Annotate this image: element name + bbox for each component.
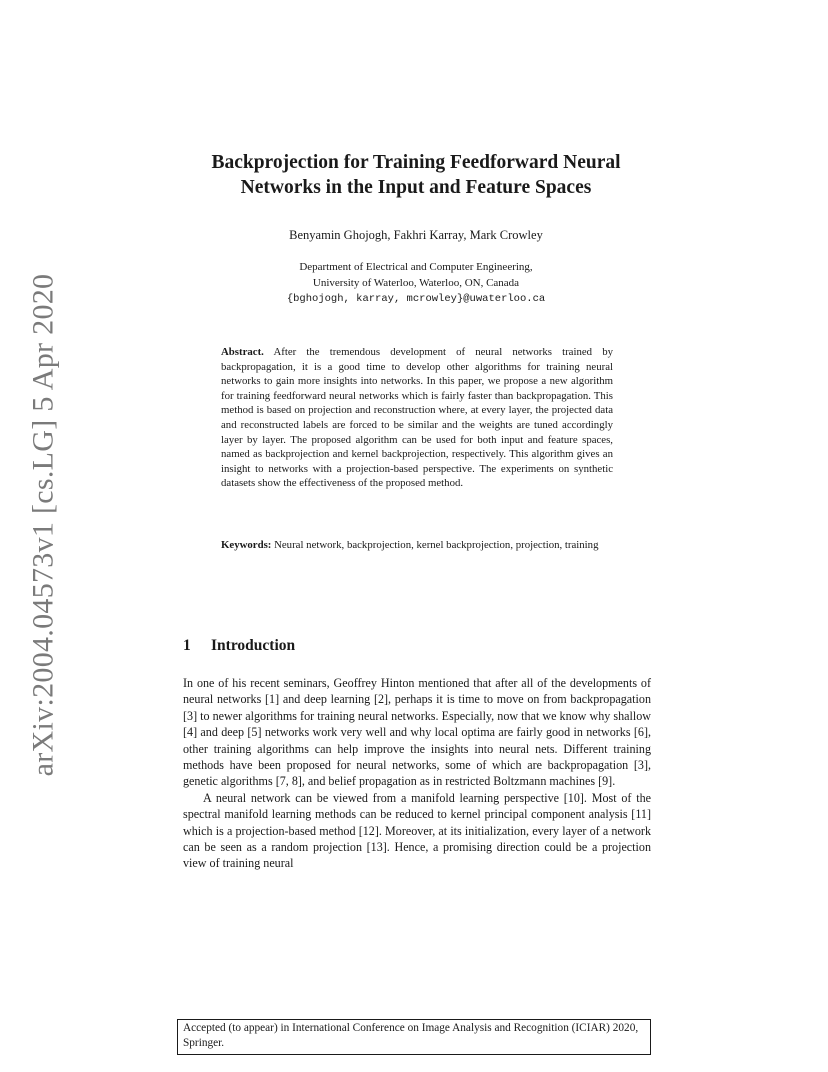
abstract-text: After the tremendous development of neural networks trained by backpropagation, it is a good time to develop other algorithms for training neural networks to gain more insights into networks. In this paper, we propose a new algorithm for training feedforward neural networks which is fairly faster than backpropagation. This method is based on projection and reconstruction where, at every layer, the projected data and reconstructed labels are forced to be similar and the weights are tuned accordingly layer by layer. The proposed algorithm can be used for both input and feature spaces, named as backprojection and kernel backprojection, respectively. This algorithm gives an insight to networks with a projection-based perspective. The experiments on synthetic datasets show the effectiveness of the proposed method. <box>221 346 613 490</box>
abstract-label: Abstract. <box>221 346 264 358</box>
affiliation-university: University of Waterloo, Waterloo, ON, Canada <box>312 277 520 289</box>
acceptance-note-box: Accepted (to appear) in International Conference on Image Analysis and Recognition (ICIAR) 2020, Springer. <box>177 1019 651 1055</box>
author-emails: {bghojogh, karray, mcrowley}@uwaterloo.ca <box>286 293 546 305</box>
keywords-text: Neural network, backprojection, kernel backprojection, projection, training <box>274 539 599 551</box>
title-line-2: Networks in the Input and Feature Spaces <box>240 177 592 198</box>
section-heading-introduction <box>183 637 295 655</box>
arxiv-stamp-text: arXiv:2004.04573v1 [cs.LG] 5 Apr 2020 <box>26 273 60 777</box>
body-text <box>183 675 651 872</box>
arxiv-identifier-stamp <box>18 273 68 777</box>
keywords-block <box>221 538 613 553</box>
title-line-1: Backprojection for Training Feedforward Neural <box>211 152 621 173</box>
affiliation-block <box>140 259 692 307</box>
section-title: Introduction <box>211 637 296 654</box>
author-list: Benyamin Ghojogh, Fakhri Karray, Mark Crowley <box>289 228 543 242</box>
keywords-label: Keywords: <box>221 539 272 551</box>
affiliation-department: Department of Electrical and Computer Engineering, <box>299 261 533 273</box>
paper-title <box>140 150 692 200</box>
body-paragraph-2: A neural network can be viewed from a manifold learning perspective [10]. Most of the spectral manifold learning methods can be reduced to kernel principal component analysis [11] which is a projection-based method [12]. Moreover, at its initialization, every layer of a network can be seen as a random projection [13]. Hence, a promising direction could be a projection view of training neural <box>183 790 651 871</box>
abstract-block <box>221 345 613 491</box>
section-number: 1 <box>183 637 191 654</box>
body-paragraph-1: In one of his recent seminars, Geoffrey Hinton mentioned that after all of the developments of neural networks [1] and deep learning [2], perhaps it is time to move on from backpropagation [3] to newer algorithms for training neural networks. Especially, now that we know why shallow [4] and deep [5] networks work very well and why local optima are fairly good in networks [6], other training algorithms can help improve the insights into neural nets. Different training methods have been proposed for neural networks, some of which are backpropagation [3], genetic algorithms [7, 8], and belief propagation as in restricted Boltzmann machines [9]. <box>183 676 651 789</box>
